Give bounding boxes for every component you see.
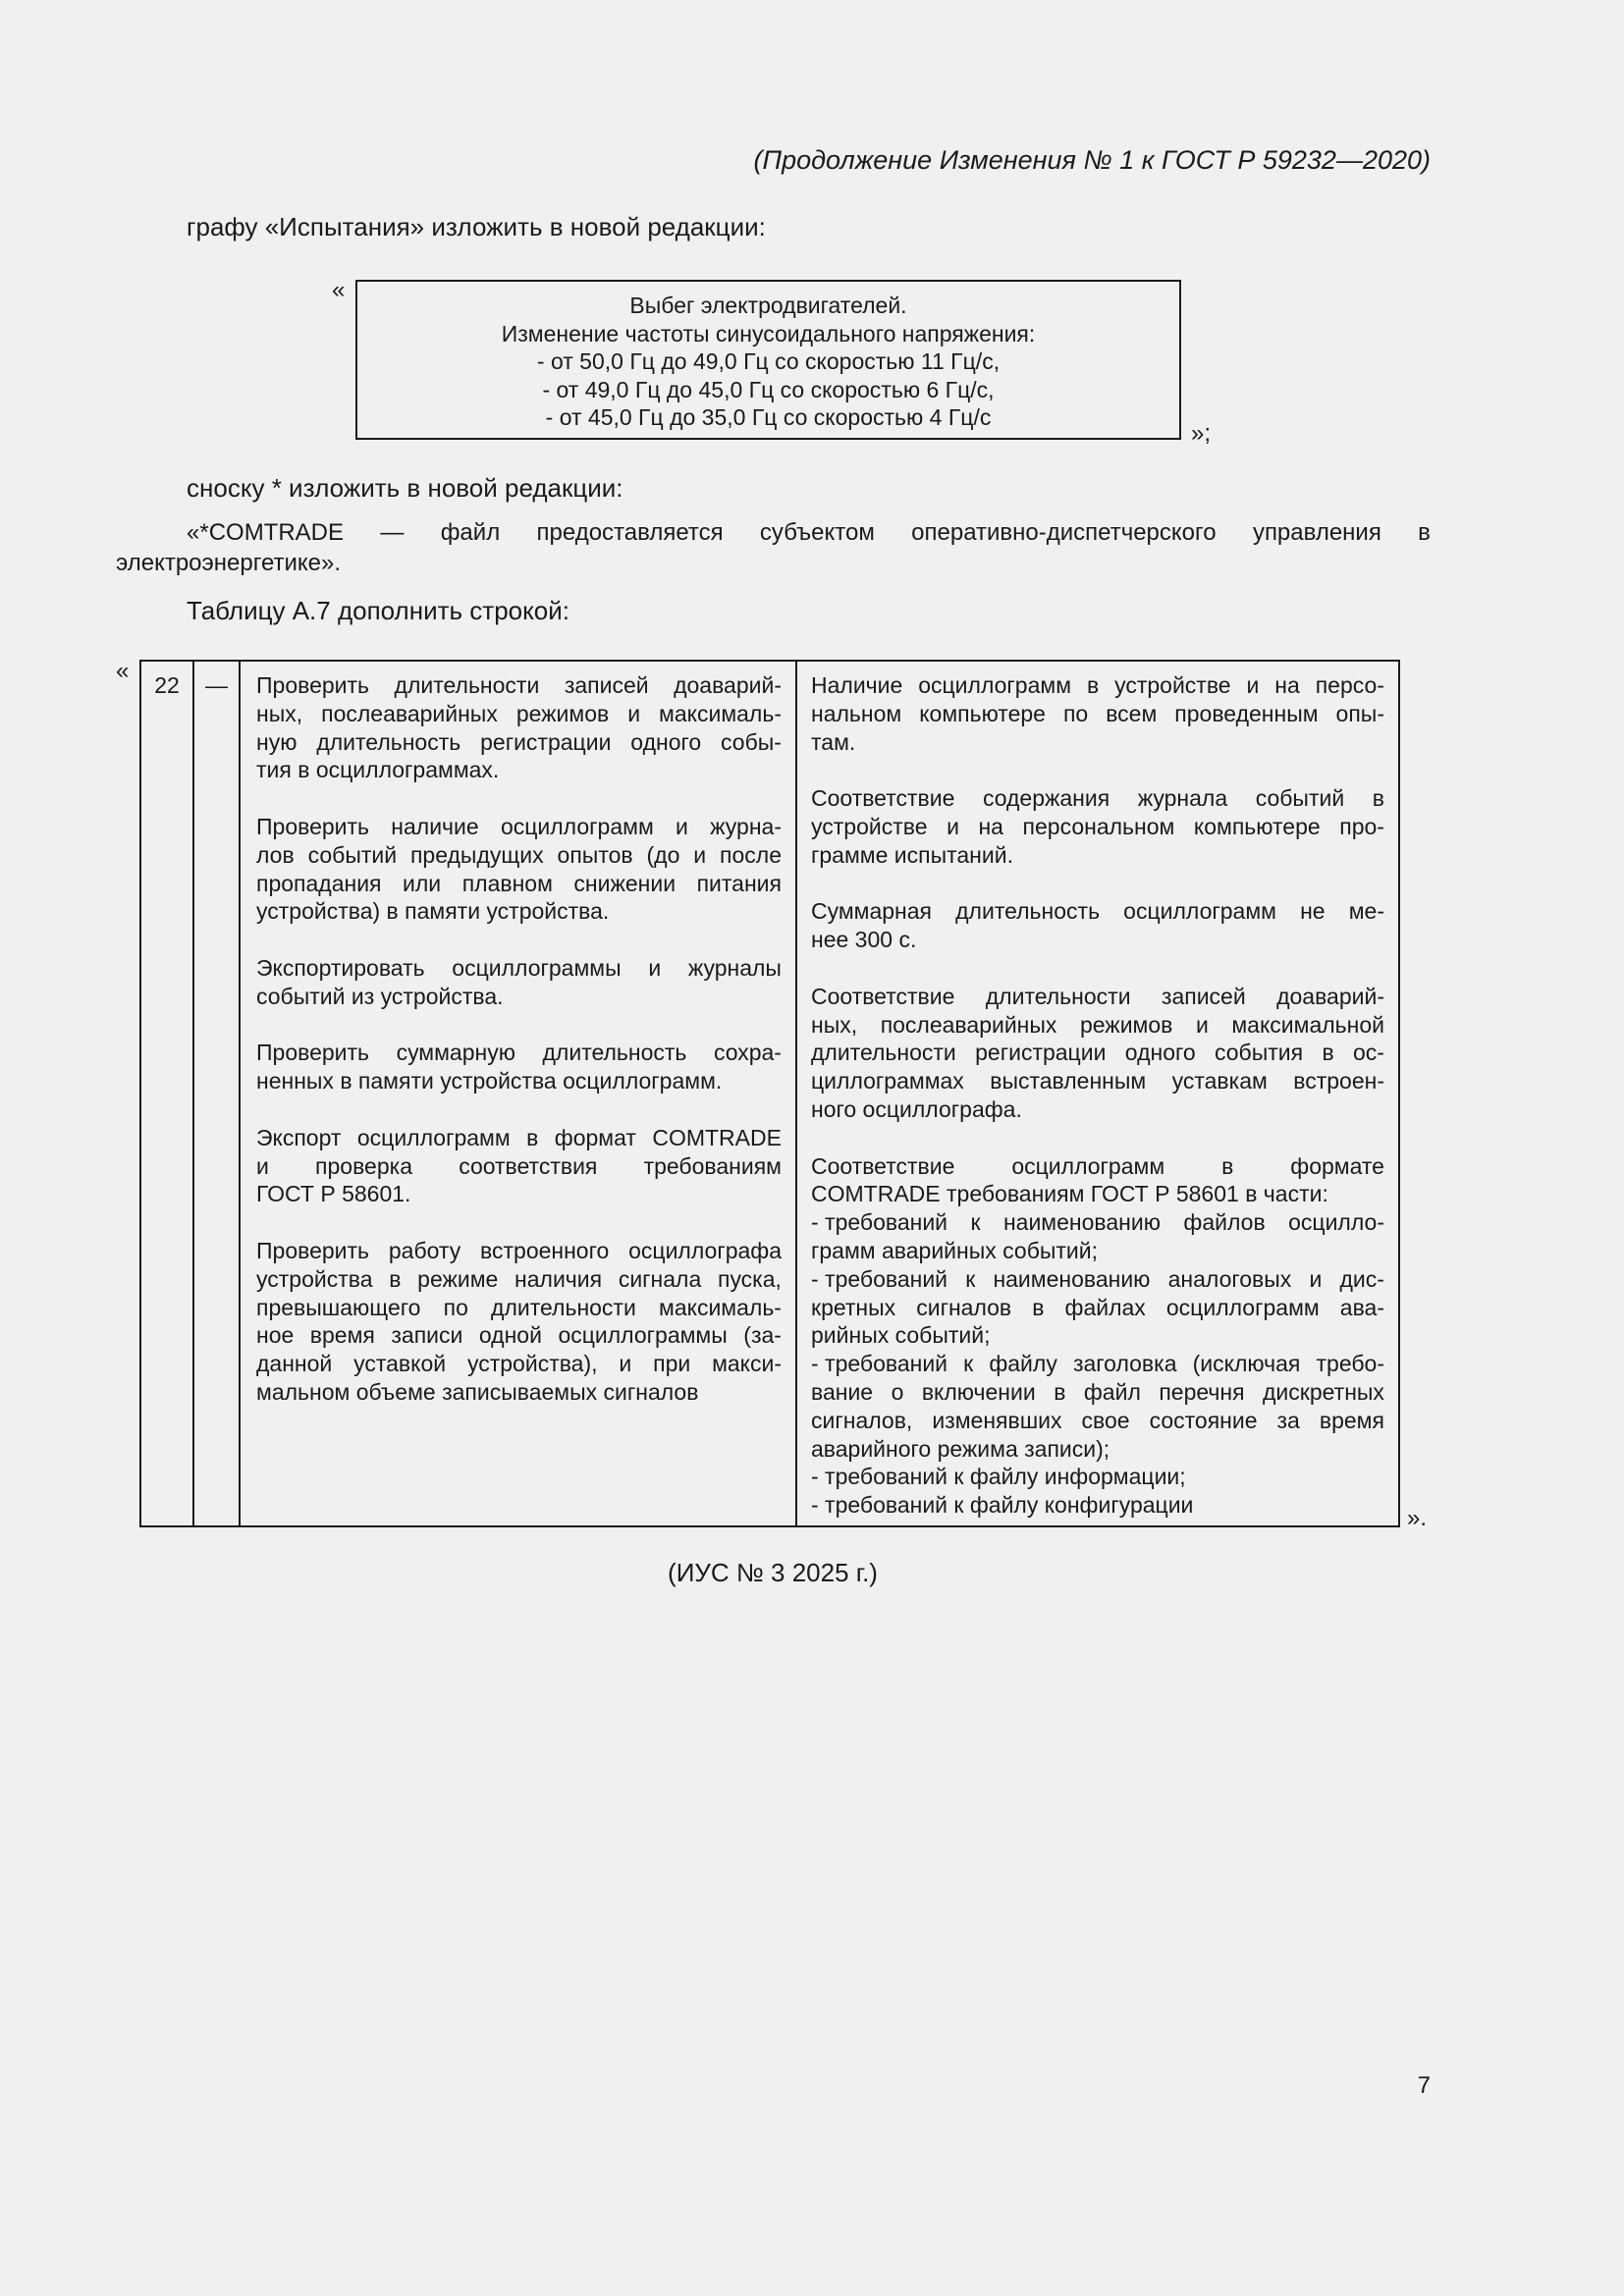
footnote-word: субъектом	[759, 519, 875, 546]
footnote-text-continuation: электроэнергетике».	[116, 550, 342, 576]
table-word: в	[1221, 1152, 1234, 1179]
table-word: в	[1322, 1040, 1334, 1066]
table-word: свое	[1081, 1407, 1130, 1433]
table-word: и	[947, 813, 959, 839]
table-word: ме-	[1348, 898, 1384, 925]
table-word: файлов	[1183, 1209, 1266, 1236]
table-word: наличие	[391, 813, 479, 839]
table-word: одного	[1124, 1040, 1196, 1066]
table-word: Проверить	[256, 813, 370, 839]
test-box-line: - от 50,0 Гц до 49,0 Гц со скоростью 11 Гц/с,	[536, 348, 1001, 375]
table-word: регистрации	[480, 728, 612, 755]
table-word: осцилло-	[1288, 1209, 1384, 1236]
table-word: журнала	[1137, 785, 1228, 812]
table-word: сигнала	[618, 1265, 702, 1292]
table-text-line	[811, 813, 1384, 841]
table-word: длительности	[811, 1040, 956, 1066]
table-word: опытов	[557, 841, 633, 868]
table-word: осциллограмм	[918, 672, 1072, 698]
test-description-box	[355, 280, 1181, 440]
table-text-line	[256, 1350, 782, 1378]
test-box-line: Выбег электродвигателей.	[629, 293, 907, 318]
quote-open-mark: «	[332, 277, 346, 303]
table-word: длительности	[985, 983, 1131, 1009]
table-word: снижении	[573, 870, 677, 896]
footnote-word: оперативно-диспетчерского	[911, 519, 1217, 546]
criteria-cell	[797, 662, 1398, 1525]
table-word: и	[1309, 1265, 1323, 1292]
table-word: наименованию	[993, 1265, 1151, 1292]
table-word: осциллограммы	[452, 954, 622, 981]
table-word: после	[720, 841, 782, 868]
table-word: одной	[478, 1322, 542, 1349]
table-word: на	[978, 813, 1003, 839]
table-text-line: ненных в памяти устройства осциллограмм.	[256, 1068, 723, 1095]
table-word: собы-	[721, 728, 782, 755]
table-word: компьютере	[919, 700, 1046, 726]
table-word: Соответствие	[811, 983, 955, 1009]
table-word: длительность	[542, 1040, 687, 1066]
table-word: регистрации	[975, 1040, 1107, 1066]
table-word: превышающего	[256, 1294, 421, 1320]
table-word: аналоговых	[1167, 1265, 1292, 1292]
table-paragraph	[811, 1152, 1384, 1520]
table-text-line	[256, 700, 782, 728]
quote-close-mark: »;	[1191, 420, 1212, 447]
table-word: осциллограмм	[500, 813, 654, 839]
table-word: дискретных	[1263, 1378, 1384, 1405]
table-word: устройстве	[811, 813, 928, 839]
table-text-line	[811, 1294, 1384, 1322]
table-word: о	[891, 1378, 904, 1405]
table-word: формате	[1290, 1152, 1384, 1179]
table-text-line: рийных событий;	[811, 1322, 991, 1349]
table-word: макси-	[712, 1351, 782, 1377]
table-word: всем	[1106, 700, 1158, 726]
table-text-line: грамм аварийных событий;	[811, 1237, 1099, 1263]
table-text-line	[811, 1350, 1384, 1378]
table-word: и	[1195, 1011, 1209, 1038]
table-word: режиме	[417, 1265, 499, 1292]
table-word: - требований	[811, 1351, 948, 1377]
table-word: наименованию	[1002, 1209, 1161, 1236]
table-text-line: грамме испытаний.	[811, 841, 1013, 868]
table-word: осциллограмм	[1165, 1294, 1320, 1320]
table-text-line	[256, 1039, 782, 1067]
table-word: длительность	[316, 728, 461, 755]
table-word: файлах	[1064, 1294, 1146, 1320]
table-word: требо-	[1316, 1351, 1384, 1377]
table-word: (за-	[743, 1322, 782, 1349]
table-word: проверка	[315, 1152, 412, 1179]
table-word: доаварий-	[674, 672, 782, 698]
footnote-word: «*COMTRADE	[187, 519, 345, 546]
table-word: устройстве	[1114, 672, 1231, 698]
table-word: заголовка	[1072, 1351, 1177, 1377]
table-word: в	[526, 1124, 539, 1150]
table-word: пропадания	[256, 870, 382, 896]
table-word: проведенным	[1174, 700, 1319, 726]
table-word: и	[627, 700, 641, 726]
table-word: в	[389, 1265, 402, 1292]
table-word: записей	[564, 672, 649, 698]
table-word: не	[1300, 898, 1326, 925]
table-word: вание	[811, 1378, 874, 1405]
table-word: сигналов,	[811, 1407, 913, 1433]
table-paragraph	[256, 1237, 782, 1407]
table-word: записей	[1161, 983, 1246, 1009]
table-word: предыдущих	[409, 841, 544, 868]
table-word: время	[309, 1322, 375, 1349]
ius-reference: (ИУС № 3 2025 г.)	[668, 1558, 878, 1587]
table-word: за	[1276, 1407, 1300, 1433]
table-word: данной	[256, 1351, 333, 1377]
table-word: одного	[630, 728, 702, 755]
table-text-line	[256, 1265, 782, 1294]
table-word: и	[693, 841, 707, 868]
table-paragraph	[256, 1039, 782, 1095]
table-word: Проверить	[256, 1237, 370, 1263]
table-word: событий	[1255, 785, 1345, 812]
instruction-footnote: сноску * изложить в новой редакции:	[187, 473, 623, 503]
table-word: формат	[554, 1124, 636, 1150]
table-word: про-	[1339, 813, 1384, 839]
table-paragraph	[811, 671, 1384, 756]
table-word: состояние	[1149, 1407, 1258, 1433]
table-word: Наличие	[811, 672, 903, 698]
table-word: кретных	[811, 1294, 896, 1320]
footnote-word: в	[1418, 519, 1431, 546]
table-text-line	[256, 1237, 782, 1265]
table-word: в	[1086, 672, 1100, 698]
table-word: к	[970, 1209, 981, 1236]
footnote-word: файл	[440, 519, 501, 546]
table-word: и	[619, 1351, 632, 1377]
table-text-line	[811, 1152, 1384, 1181]
table-text-line: нее 300 с.	[811, 927, 917, 953]
table-word: в	[1054, 1378, 1066, 1405]
table-word: работу	[388, 1237, 461, 1263]
table-text-line: аварийного режима записи);	[811, 1435, 1110, 1462]
table-word: максималь-	[659, 1294, 782, 1320]
table-word: изменявших	[932, 1407, 1062, 1433]
table-text-line: там.	[811, 728, 856, 755]
table-word: ных,	[811, 1011, 858, 1038]
table-word: и	[676, 813, 688, 839]
table-word: послеаварийных	[321, 700, 498, 726]
table-text-line	[811, 897, 1384, 926]
footnote-text-line	[187, 518, 1431, 548]
table-text-line: событий из устройства.	[256, 983, 504, 1009]
table-paragraph	[256, 813, 782, 926]
table-word: Проверить	[256, 1040, 370, 1066]
test-box-line: - от 45,0 Гц до 35,0 Гц со скоростью 4 Гц/с	[545, 404, 992, 431]
table-word: режимов	[515, 700, 610, 726]
table-word: (до	[646, 841, 680, 868]
test-box-line: Изменение частоты синусоидального напряжения:	[501, 320, 1036, 347]
footnote-word: —	[380, 519, 405, 546]
instruction-table: Таблицу А.7 дополнить строкой:	[187, 596, 569, 625]
table-text-line	[811, 1208, 1384, 1237]
table-text-line: мальном объеме записываемых сигналов	[256, 1378, 699, 1405]
table-text-line: - требований к файлу информации;	[811, 1464, 1186, 1490]
table-text-line	[256, 870, 782, 898]
row-dash-cell: —	[194, 662, 241, 1525]
table-word: к	[965, 1265, 976, 1292]
table-word: встроен-	[1293, 1068, 1384, 1095]
table-text-line	[811, 1407, 1384, 1435]
table-text-line	[256, 1152, 782, 1181]
table-word: записи	[391, 1322, 463, 1349]
document-header-note: (Продолжение Изменения № 1 к ГОСТ Р 59232—2020)	[753, 145, 1431, 175]
table-paragraph	[811, 897, 1384, 954]
table-word: Экспорт	[256, 1124, 342, 1150]
table-word: или	[403, 870, 442, 896]
table-word: осциллограмм	[356, 1124, 511, 1150]
table-word: циллограммах	[811, 1068, 964, 1095]
table-word: Соответствие	[811, 1152, 955, 1179]
table-paragraph	[256, 1124, 782, 1208]
table-text-line: - требований к файлу конфигурации	[811, 1492, 1194, 1519]
table-word: ное	[256, 1322, 295, 1349]
table-quote-close: ».	[1407, 1505, 1428, 1531]
table-text-line	[256, 841, 782, 870]
table-word: устройства),	[466, 1351, 598, 1377]
table-word: Проверить	[256, 672, 370, 698]
table-word: журна-	[710, 813, 782, 839]
table-word: дис-	[1339, 1265, 1384, 1292]
table-word: по	[1062, 700, 1089, 726]
table-text-line: устройства) в памяти устройства.	[256, 898, 610, 925]
table-word: время	[1319, 1407, 1384, 1433]
table-text-line: ГОСТ Р 58601.	[256, 1181, 411, 1207]
table-word: события	[1215, 1040, 1304, 1066]
table-word: плавном	[461, 870, 553, 896]
table-text-line	[256, 671, 782, 700]
table-paragraph	[256, 954, 782, 1011]
table-text-line	[811, 983, 1384, 1011]
table-word: максимальной	[1231, 1011, 1384, 1038]
table-word: персональном	[1022, 813, 1175, 839]
table-text-line	[811, 671, 1384, 700]
table-word: доаварий-	[1276, 983, 1384, 1009]
table-word: опы-	[1335, 700, 1384, 726]
table-word: файлу	[989, 1351, 1057, 1377]
page-number: 7	[1417, 2072, 1431, 2099]
row-number-cell: 22	[141, 662, 194, 1525]
table-word: сохра-	[713, 1040, 782, 1066]
procedure-cell	[241, 662, 797, 1525]
table-text-line	[256, 1321, 782, 1350]
table-paragraph	[256, 671, 782, 784]
table-word: на	[1274, 672, 1300, 698]
table-text-line	[256, 813, 782, 841]
table-word: по	[443, 1294, 468, 1320]
table-word: выставленным	[990, 1068, 1147, 1095]
table-word: Соответствие	[811, 785, 955, 812]
table-word: и	[1246, 672, 1260, 698]
table-text-line	[811, 784, 1384, 813]
table-word: осциллограммы	[558, 1322, 728, 1349]
table-text-line	[811, 700, 1384, 728]
table-word: журналы	[687, 954, 782, 981]
table-word: пуска,	[717, 1265, 782, 1292]
table-word: включении	[921, 1378, 1036, 1405]
table-text-line: ного осциллографа.	[811, 1095, 1022, 1122]
table-text-line	[811, 1011, 1384, 1040]
table-word: послеаварийных	[880, 1011, 1057, 1038]
table-quote-open: «	[116, 658, 130, 684]
table-word: суммарную	[396, 1040, 515, 1066]
table-text-line	[811, 1378, 1384, 1407]
table-word: соответствия	[459, 1152, 598, 1179]
table-text-line	[256, 954, 782, 983]
table-text-line	[811, 1067, 1384, 1095]
table-text-line	[811, 1039, 1384, 1067]
table-word: (исключая	[1192, 1351, 1301, 1377]
table-word: файл	[1083, 1378, 1141, 1405]
table-word: уставкой	[353, 1351, 447, 1377]
table-word: длительности	[394, 672, 540, 698]
table-word: уставкам	[1171, 1068, 1268, 1095]
test-box-line: - от 49,0 Гц до 45,0 Гц со скоростью 6 Гц/с,	[542, 376, 995, 402]
table-a7-row	[139, 660, 1400, 1527]
table-word: ос-	[1353, 1040, 1384, 1066]
table-word: осциллограмм	[1011, 1152, 1165, 1179]
table-word: сигналов	[916, 1294, 1012, 1320]
table-text-line	[811, 1265, 1384, 1294]
table-text-line	[256, 1124, 782, 1152]
table-word: максималь-	[659, 700, 782, 726]
table-word: и	[256, 1152, 269, 1179]
table-word: - требований	[811, 1209, 948, 1236]
table-word: встроенного	[480, 1237, 610, 1263]
table-word: требованиям	[643, 1152, 782, 1179]
table-word: перечня	[1159, 1378, 1245, 1405]
table-word: к	[963, 1351, 974, 1377]
table-word: устройства	[256, 1265, 373, 1292]
footnote-word: управления	[1252, 519, 1381, 546]
table-text-line	[256, 728, 782, 757]
table-word: персо-	[1315, 672, 1384, 698]
table-paragraph	[811, 983, 1384, 1124]
table-word: в	[1032, 1294, 1045, 1320]
table-word: ную	[256, 728, 298, 755]
table-word: при	[653, 1351, 691, 1377]
table-word: компьютере	[1193, 813, 1321, 839]
table-word: COMTRADE	[652, 1124, 782, 1150]
table-word: лов	[256, 841, 295, 868]
table-word: ава-	[1339, 1294, 1384, 1320]
table-word: длительности	[491, 1294, 636, 1320]
table-text-line: COMTRADE требованиям ГОСТ Р 58601 в части:	[811, 1181, 1328, 1207]
table-word: осциллограмм	[1123, 898, 1276, 925]
table-word: Экспортировать	[256, 954, 425, 981]
table-word: Суммарная	[811, 898, 933, 925]
table-word: ных,	[256, 700, 303, 726]
table-paragraph	[811, 784, 1384, 869]
table-text-line	[256, 1294, 782, 1322]
table-word: и	[648, 954, 662, 981]
table-word: осциллографа	[628, 1237, 782, 1263]
footnote-word: предоставляется	[536, 519, 724, 546]
table-word: нальном	[811, 700, 902, 726]
table-word: питания	[696, 870, 782, 896]
table-word: длительность	[955, 898, 1101, 925]
table-word: событий	[307, 841, 398, 868]
table-word: - требований	[811, 1265, 948, 1292]
table-word: наличия	[514, 1265, 603, 1292]
table-word: в	[1372, 785, 1384, 812]
table-word: содержания	[982, 785, 1110, 812]
table-word: режимов	[1079, 1011, 1173, 1038]
table-text-line: тия в осциллограммах.	[256, 757, 500, 783]
instruction-grafa: графу «Испытания» изложить в новой редакции:	[187, 212, 766, 241]
